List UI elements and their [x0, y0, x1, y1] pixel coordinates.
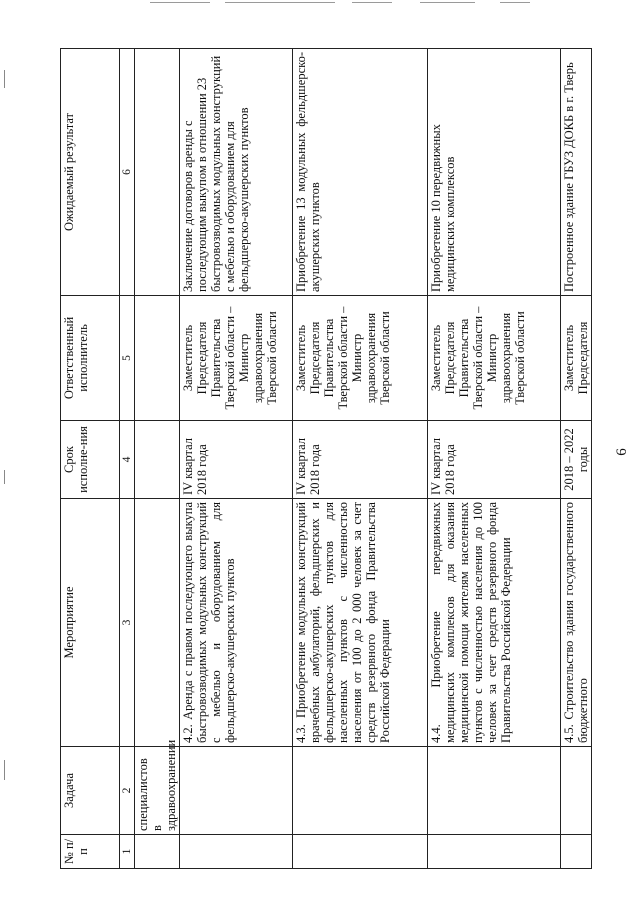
row-task: специалистов в здравоохранении [135, 747, 180, 835]
row-deadline: IV квартал 2018 года [428, 421, 561, 499]
row-executor: Заместитель Председателя Правительства Тверской области – Министр здравоохранения Тверской области [180, 296, 293, 421]
table-row [293, 49, 428, 869]
row-num [293, 835, 428, 869]
header-deadline: Срок исполне-ния [61, 421, 120, 499]
row-executor: Заместитель Председателя Правительства Тверской области – Министр здравоохранения Тверской области [428, 296, 561, 421]
row-measure: 4.5. Строительство здания государственного бюджетного [561, 499, 592, 747]
row-result [135, 49, 180, 296]
row-deadline: 2018 – 2022 годы [561, 421, 592, 499]
plan-table [60, 48, 592, 869]
row-measure: 4.2. Аренда с правом последующего выкупа быстровозводимых модульных конструкций с мебелью и оборудованием для фельдшерско-акушерских пунктов [180, 499, 293, 747]
row-deadline: IV квартал 2018 года [180, 421, 293, 499]
table-row [561, 49, 592, 869]
row-num [135, 835, 180, 869]
row-num [561, 835, 592, 869]
table-row [135, 49, 180, 869]
header-num: № п/п [61, 835, 120, 869]
header-measure: Мероприятие [61, 499, 120, 747]
row-task [428, 747, 561, 835]
row-num [428, 835, 561, 869]
row-measure: 4.4. Приобретение передвижных медицинских комплексов для оказания медицинской помощи жителям населенных пунктов с численностью населения до 100 человек за счет средств резервного фонда Правительства Российской Федерации [428, 499, 561, 747]
column-number: 2 [120, 747, 135, 835]
row-result: Заключение договоров аренды с последующим выкупом в отношении 23 быстровозводимых модульных конструкций с мебелью и оборудованием для фельдшерско-акушерских пунктов [180, 49, 293, 296]
column-number-row [120, 49, 135, 869]
row-executor: Заместитель Председателя Правительства Тверской области – Министр здравоохранения Тверской области [293, 296, 428, 421]
row-result: Построенное здание ГБУЗ ДОКБ в г. Тверь [561, 49, 592, 296]
row-executor [135, 296, 180, 421]
column-number: 1 [120, 835, 135, 869]
row-task [180, 747, 293, 835]
table-header-row [61, 49, 120, 869]
header-task: Задача [61, 747, 120, 835]
row-num [180, 835, 293, 869]
header-executor: Ответственный исполнитель [61, 296, 120, 421]
row-measure [135, 499, 180, 747]
row-measure: 4.3. Приобретение модульных конструкций врачебных амбулаторий, фельдшерских и фельдшерско-акушерских пунктов для населенных пунктов с численностью населения от 100 до 2 000 человек за счет средств резервного фонда Правительства Российской Федерации [293, 499, 428, 747]
column-number: 6 [120, 49, 135, 296]
row-task [561, 747, 592, 835]
row-deadline [135, 421, 180, 499]
row-deadline: IV квартал 2018 года [293, 421, 428, 499]
row-result: Приобретение 13 модульных фельдшерско-акушерских пунктов [293, 49, 428, 296]
row-task [293, 747, 428, 835]
row-result: Приобретение 10 передвижных медицинских комплексов [428, 49, 561, 296]
column-number: 4 [120, 421, 135, 499]
column-number: 3 [120, 499, 135, 747]
row-executor: Заместитель Председателя [561, 296, 592, 421]
page-number: 6 [614, 448, 630, 456]
column-number: 5 [120, 296, 135, 421]
table-row [180, 49, 293, 869]
table-row [428, 49, 561, 869]
header-result: Ожидаемый результат [61, 49, 120, 296]
